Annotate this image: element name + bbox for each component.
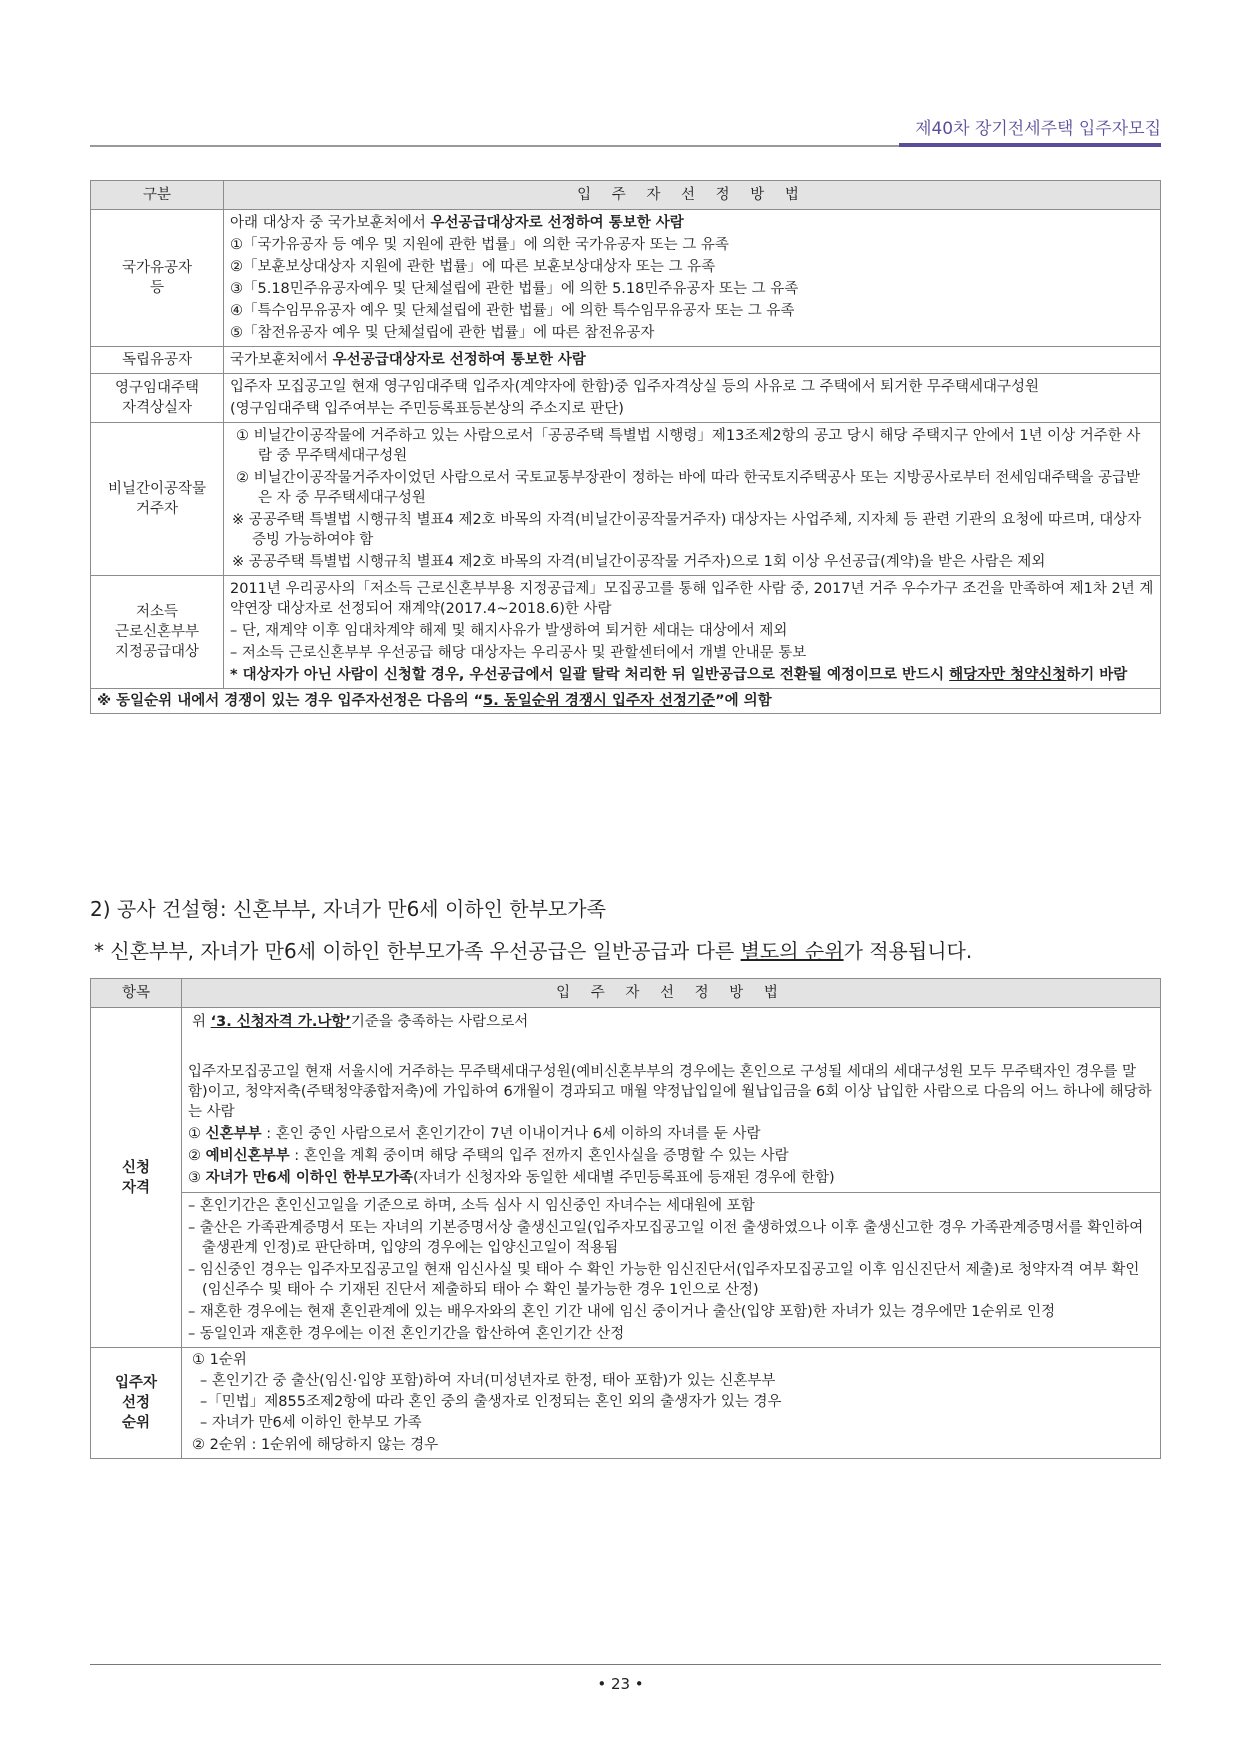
content-line: ③ 자녀가 만6세 이하인 한부모가족(자녀가 신청자와 동일한 세대별 주민등록표에 등재된 경우에 한함) [188,1170,835,1186]
content-line: ③「5.18민주유공자예우 및 단체설립에 관한 법률」에 의한 5.18민주유공자 또는 그 유족 [230,281,799,297]
category-line: 지정공급대상 [114,644,200,660]
category-line: 저소득 [135,604,179,620]
content-line: 아래 대상자 중 국가보훈처에서 우선공급대상자로 선정하여 통보한 사람 [230,215,684,231]
table-row [91,576,1161,689]
table-header-row [91,979,1161,1008]
table-row [91,347,1161,374]
page-header-title: 제40차 장기전세주택 입주자모집 [915,119,1161,139]
table-row [91,1348,1161,1459]
content-line: ① 신혼부부 : 혼인 중인 사람으로서 혼인기간이 7년 이내이거나 6세 이하의 자녀를 둔 사람 [188,1126,761,1142]
content-line: ② 비닐간이공작물거주자이었던 사람으로서 국토교통부장관이 정하는 바에 따라 한국토지주택공사 또는 지방공사로부터 전세임대주택을 공급받은 자 중 무주택세대구성원 [236,470,1141,506]
table-row [91,374,1161,423]
row-category [91,1008,182,1348]
content-line: – 출산은 가족관계증명서 또는 자녀의 기본증명서상 출생신고일(입주자모집공고일 이전 출생하였으나 이후 출생신고한 경우 가족관계증명서를 확인하여 출생관계 인정)로 판단하며, 입양의 경우에는 입양신고일이 적용됨 [188,1220,1144,1256]
content-line: 입주자모집공고일 현재 서울시에 거주하는 무주택세대구성원(예비신혼부부의 경우에는 혼인으로 구성될 세대의 세대구성원 모두 무주택자인 경우를 말함)이고, 청약저축(주택청약종합저축)에 가입하여 6개월이 경과되고 매월 약정납입일에 월납입금을 6회 이상 납입한 사람으로 다음의 어느 하나에 해당하는 사람 [188,1064,1152,1120]
category-line: 비닐간이공작물 [107,481,207,497]
content-line: ② 2순위 : 1순위에 해당하지 않는 경우 [192,1436,439,1453]
row-category [91,1348,182,1459]
content-line: – 임신중인 경우는 입주자모집공고일 현재 임신사실 및 태아 수 확인 가능한 임신진단서(입주자모집공고일 이후 임신진단서 제출)로 청약자격 여부 확인(임신주수 및 태아 수 기재된 진단서 제출하되 태아 수 확인 불가능한 경우 1인으로 산정) [188,1262,1140,1298]
column-header-category: 구분 [91,181,224,210]
content-line: ④「특수임무유공자 예우 및 단체설립에 관한 법률」에 의한 특수임무유공자 또는 그 유족 [230,303,795,319]
row-content [224,374,1161,423]
content-line: ※ 공공주택 특별법 시행규칙 별표4 제2호 바목의 자격(비닐간이공작물 거주자)으로 1회 이상 우선공급(계약)을 받은 사람은 제외 [232,554,1046,570]
content-line: 위 ‘3. 신청자격 가.나항’기준을 충족하는 사람으로서 [192,1014,529,1030]
category-line: 독립유공자 [121,352,193,368]
column-header-method: 입 주 자 선 정 방 법 [224,181,1161,210]
row-content [182,1348,1161,1459]
newlywed-supply-table [90,978,1161,1459]
table-row [91,423,1161,576]
row-category [91,576,224,689]
content-line: – 재혼한 경우에는 현재 혼인관계에 있는 배우자와의 혼인 기간 내에 임신 중이거나 출산(입양 포함)한 자녀가 있는 경우에만 1순위로 인정 [188,1304,1056,1320]
table-row [91,1008,1161,1193]
column-header-method: 입 주 자 선 정 방 법 [182,979,1161,1008]
content-line: – 단, 재계약 이후 임대차계약 해제 및 해지사유가 발생하여 퇴거한 세대는 대상에서 제외 [230,623,788,639]
content-line: ⑤「참전유공자 예우 및 단체설립에 관한 법률」에 따른 참전유공자 [230,325,655,341]
category-line: 신청 [121,1159,150,1176]
table-row [91,1193,1161,1348]
row-content [182,1008,1161,1193]
section-title: 2) 공사 건설형: 신혼부부, 자녀가 만6세 이하인 한부모가족 [90,897,606,921]
row-content [224,576,1161,689]
category-line: 영구임대주택 [114,380,200,396]
content-line: ② 예비신혼부부 : 혼인을 계획 중이며 해당 주택의 입주 전까지 혼인사실을 증명할 수 있는 사람 [188,1148,789,1164]
table-footer-row [91,689,1161,714]
content-line: ① 1순위 [192,1352,247,1368]
category-line: 자격 [121,1179,150,1196]
category-line: 순위 [121,1414,150,1431]
table-header-row [91,181,1161,210]
category-line: 근로신혼부부 [114,624,200,640]
content-line: 입주자 모집공고일 현재 영구임대주택 입주자(계약자에 한함)중 입주자격상실 등의 사유로 그 주택에서 퇴거한 무주택세대구성원 [230,379,1039,395]
row-notes [182,1193,1161,1348]
row-content [224,423,1161,576]
row-category [91,210,224,347]
content-line: ① 비닐간이공작물에 거주하고 있는 사람으로서「공공주택 특별법 시행령」제13조제2항의 공고 당시 해당 주택지구 안에서 1년 이상 거주한 사람 중 무주택세대구성원 [236,428,1141,464]
content-line: 국가보훈처에서 우선공급대상자로 선정하여 통보한 사람 [230,352,586,368]
header-accent-bar [899,143,1161,147]
content-line: – 자녀가 만6세 이하인 한부모 가족 [200,1415,422,1432]
content-line: ②「보훈보상대상자 지원에 관한 법률」에 따른 보훈보상대상자 또는 그 유족 [230,259,716,275]
content-line: (영구임대주택 입주여부는 주민등록표등본상의 주소지로 판단) [230,401,624,417]
content-line: ※ 공공주택 특별법 시행규칙 별표4 제2호 바목의 자격(비닐간이공작물거주자) 대상자는 사업주체, 지자체 등 관련 기관의 요청에 따르며, 대상자 증빙 가능하여야 함 [232,512,1142,548]
content-line: –「민법」제855조제2항에 따라 혼인 중의 출생자로 인정되는 혼인 외의 출생자가 있는 경우 [200,1394,782,1411]
row-category [91,374,224,423]
column-header-item: 항목 [91,979,182,1008]
table-row [91,210,1161,347]
content-line: – 혼인기간 중 출산(임신·입양 포함)하여 자녀(미성년자로 한정, 태아 포함)가 있는 신혼부부 [200,1373,776,1390]
row-category [91,423,224,576]
category-line: 거주자 [135,501,179,517]
warning-note: * 대상자가 아닌 사람이 신청할 경우, 우선공급에서 일괄 탈락 처리한 뒤 일반공급으로 전환될 예정이므로 반드시 해당자만 청약신청하기 바람 [230,667,1128,683]
tiebreak-note: ※ 동일순위 내에서 경쟁이 있는 경우 입주자선정은 다음의 “5. 동일순위 경쟁시 입주자 선정기준”에 의함 [91,689,1161,714]
content-line: – 혼인기간은 혼인신고일을 기준으로 하며, 소득 심사 시 임신중인 자녀수는 세대원에 포함 [188,1198,755,1214]
content-line: – 저소득 근로신혼부부 우선공급 해당 대상자는 우리공사 및 관할센터에서 개별 안내문 통보 [230,645,807,661]
row-category [91,347,224,374]
footer-rule [90,1664,1161,1665]
content-line: 2011년 우리공사의「저소득 근로신혼부부용 지정공급제」모집공고를 통해 입주한 사람 중, 2017년 거주 우수가구 조건을 만족하여 제1차 2년 계약연장 대상자로 선정되어 재계약(2017.4~2018.6)한 사람 [230,581,1154,617]
content-line: – 동일인과 재혼한 경우에는 이전 혼인기간을 합산하여 혼인기간 산정 [188,1326,625,1342]
row-content [224,347,1161,374]
row-content [224,210,1161,347]
category-line: 국가유공자 [121,260,193,276]
page-number: • 23 • [597,1675,644,1693]
category-line: 선정 [121,1394,150,1411]
category-line: 등 [149,280,164,296]
priority-supply-table [90,180,1161,714]
category-line: 자격상실자 [121,400,193,416]
content-line: ①「국가유공자 등 예우 및 지원에 관한 법률」에 의한 국가유공자 또는 그 유족 [230,237,729,253]
category-line: 입주자 [114,1374,158,1391]
section-note: * 신혼부부, 자녀가 만6세 이하인 한부모가족 우선공급은 일반공급과 다른 별도의 순위가 적용됩니다. [94,939,973,963]
